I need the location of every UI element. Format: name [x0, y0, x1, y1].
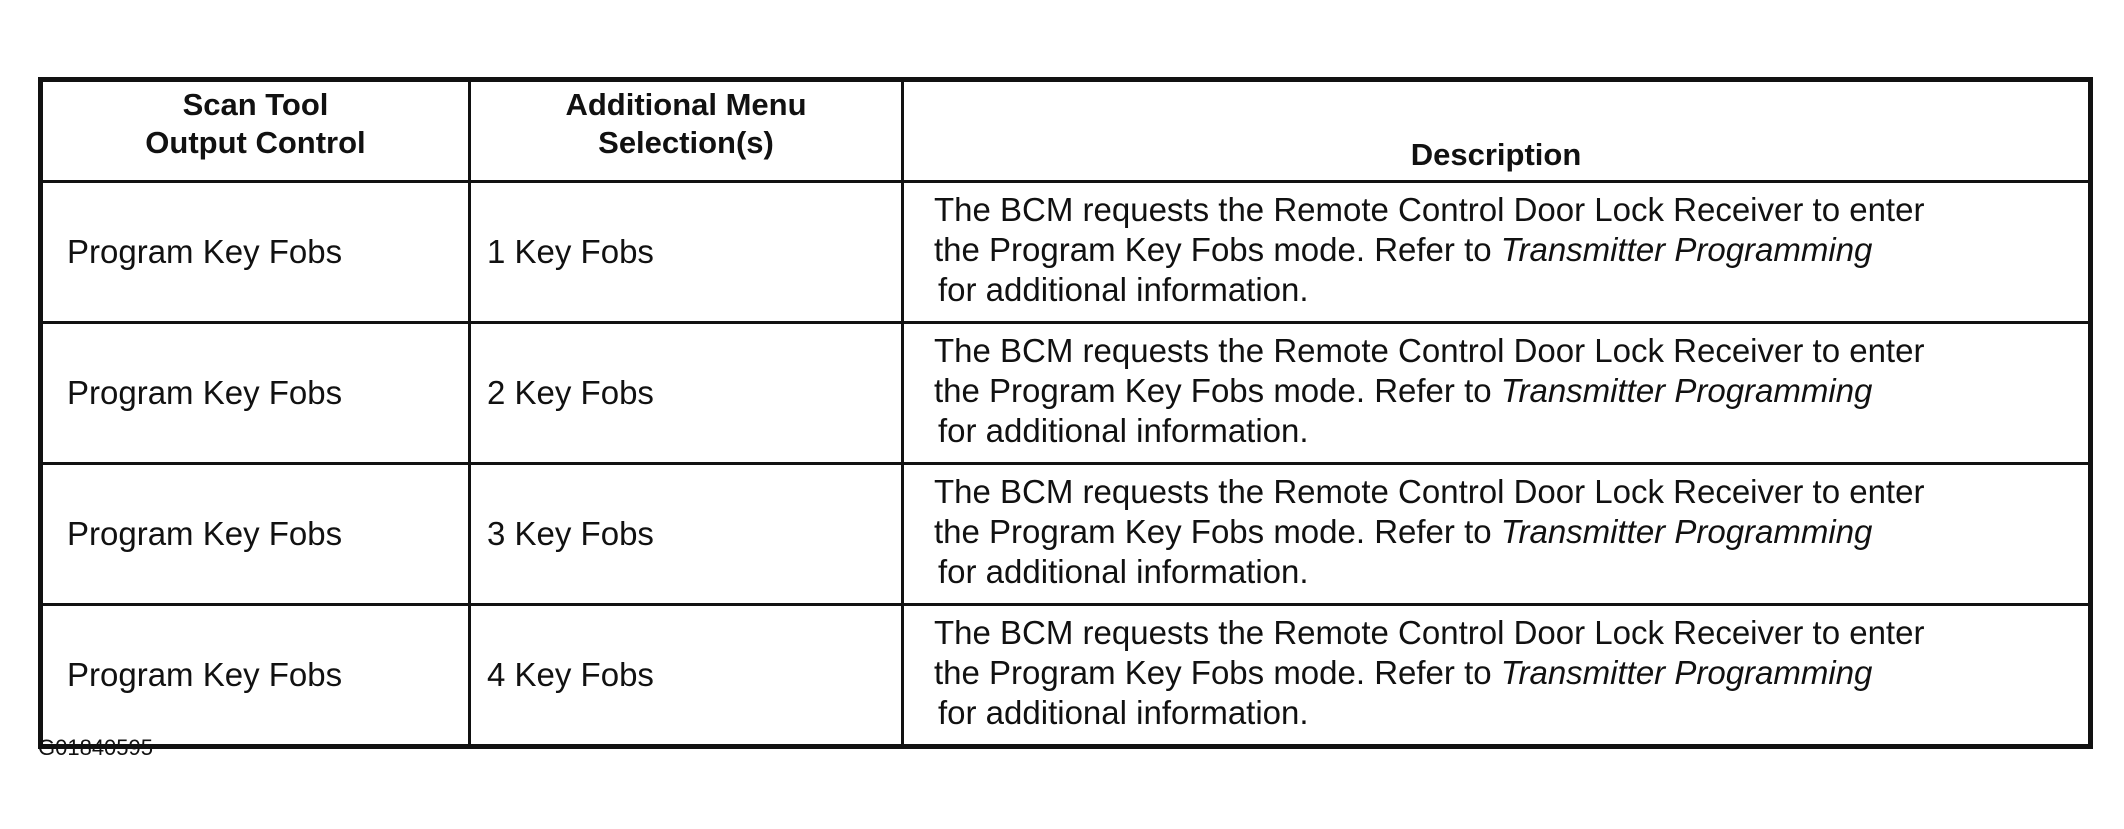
cell-output-control: Program Key Fobs [41, 605, 470, 747]
header-description: Description [903, 80, 2091, 182]
table-row [41, 605, 2091, 747]
cell-description [903, 182, 2091, 323]
header-menu-line2: Selection(s) [598, 125, 774, 160]
figure-id: G01840595 [38, 735, 153, 760]
description-text: the Program Key Fobs mode. Refer to [934, 513, 1492, 550]
description-line [934, 653, 2068, 693]
description-line: The BCM requests the Remote Control Door Lock Receiver to enter [934, 332, 1925, 369]
header-scan-tool-output-control [41, 80, 470, 182]
cell-output-control: Program Key Fobs [41, 182, 470, 323]
cell-description [903, 323, 2091, 464]
table-row [41, 464, 2091, 605]
cell-description [903, 605, 2091, 747]
description-text: the Program Key Fobs mode. Refer to [934, 231, 1492, 268]
table-row [41, 182, 2091, 323]
reference-transmitter-programming: Transmitter Programming [1500, 654, 1873, 691]
description-line [934, 512, 2068, 552]
cell-output-control: Program Key Fobs [41, 464, 470, 605]
header-control-line1: Scan Tool [182, 87, 329, 122]
header-menu-line1: Additional Menu [565, 87, 807, 122]
description-line: The BCM requests the Remote Control Door Lock Receiver to enter [934, 191, 1925, 228]
cell-menu-selection: 3 Key Fobs [470, 464, 903, 605]
reference-transmitter-programming: Transmitter Programming [1500, 513, 1873, 550]
table-header-row [41, 80, 2091, 182]
reference-transmitter-programming: Transmitter Programming [1500, 231, 1873, 268]
cell-description [903, 464, 2091, 605]
output-control-table [38, 77, 2093, 749]
description-line: for additional information. [938, 694, 1309, 731]
reference-transmitter-programming: Transmitter Programming [1500, 372, 1873, 409]
description-line: The BCM requests the Remote Control Door Lock Receiver to enter [934, 614, 1925, 651]
description-line: for additional information. [938, 412, 1309, 449]
cell-menu-selection: 2 Key Fobs [470, 323, 903, 464]
description-text: the Program Key Fobs mode. Refer to [934, 372, 1492, 409]
description-line: for additional information. [938, 271, 1309, 308]
cell-menu-selection: 4 Key Fobs [470, 605, 903, 747]
description-line: for additional information. [938, 553, 1309, 590]
cell-output-control: Program Key Fobs [41, 323, 470, 464]
header-additional-menu-selections [470, 80, 903, 182]
description-line [934, 371, 2068, 411]
table-row [41, 323, 2091, 464]
header-control-line2: Output Control [145, 125, 366, 160]
cell-menu-selection: 1 Key Fobs [470, 182, 903, 323]
description-line: The BCM requests the Remote Control Door Lock Receiver to enter [934, 473, 1925, 510]
description-text: the Program Key Fobs mode. Refer to [934, 654, 1492, 691]
description-line [934, 230, 2068, 270]
